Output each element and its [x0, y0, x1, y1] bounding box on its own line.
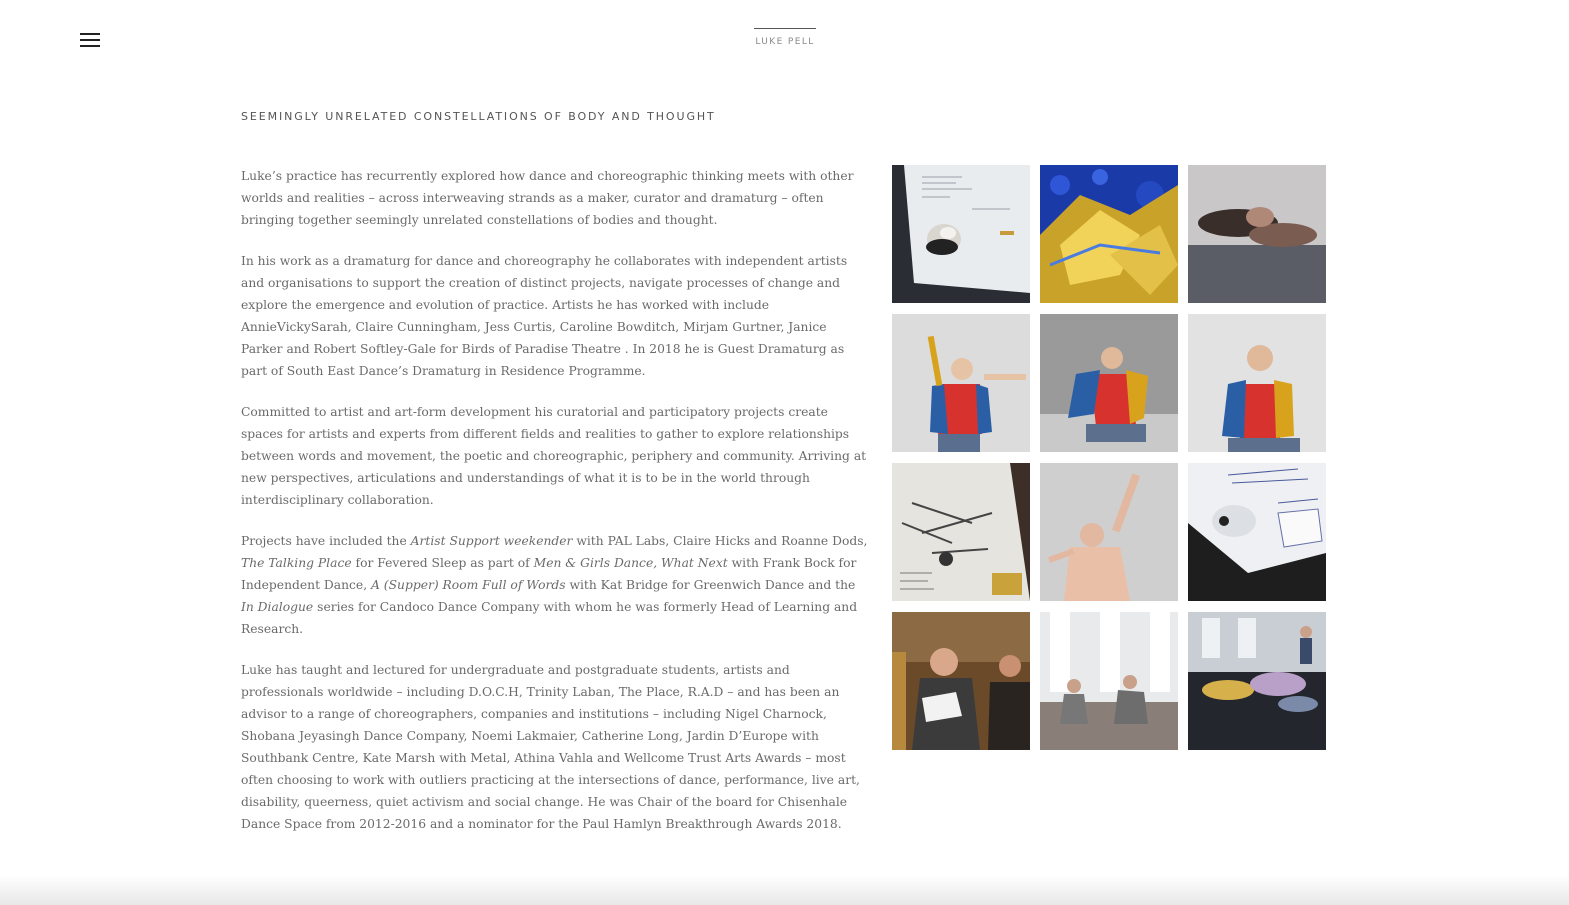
paragraph-text: with Frank Bock for Independent Dance,	[241, 556, 857, 592]
body-paragraph-5	[241, 659, 871, 835]
menu-button[interactable]	[80, 33, 100, 47]
gallery-photo-desk-with-pens-image	[892, 463, 1030, 601]
gallery-photo-paper-and-stone[interactable]	[892, 165, 1030, 303]
body-paragraph-2	[241, 250, 871, 382]
paragraph-text: Projects have included the	[241, 534, 411, 548]
body-text	[241, 165, 871, 854]
paragraph-text: with PAL Labs, Claire Hicks and Roanne Dods,	[572, 534, 868, 548]
gallery-photo-workshop-discussion[interactable]	[892, 612, 1030, 750]
paragraph-text: Luke has taught and lectured for undergraduate and postgraduate students, artists and professionals worldwide – including D.O.C.H, Trinity Laban, The Place, R.A.D – and has been an advisor to a range of choreographers, companies and institutions – including Nigel Charnock, Shobana Jeyasingh Dance Company, Noemi Lakmaier, Catherine Long, Jardin D’Europe with Southbank Centre, Kate Marsh with Metal, Athina Vahla and Wellcome Trust Arts Awards – most often choosing to work with outliers practicing at the intersections of dance, performance, live art, disability, queerness, quiet activism and social change. He was Chair of the board for Chisenhale Dance Space from 2012-2016 and a nominator for the Paul Hamlyn Breakthrough Awards 2018.	[241, 663, 860, 831]
gallery-photo-studio-dancers[interactable]	[1040, 612, 1178, 750]
paragraph-text: Luke’s practice has recurrently explored how dance and choreographic thinking meets with other worlds and realities – across interweaving strands as a maker, curator and dramaturg – often bringing together seemingly unrelated constellations of bodies and thought.	[241, 169, 854, 227]
paragraph-text: Committed to artist and art-form development his curatorial and participatory projects create spaces for artists and experts from different fields and realities to gather to explore relationships between words and movement, the poetic and choreographic, periphery and community. Arriving at new perspectives, articulations and understandings of what it is to be in the world through interdisciplinary collaboration.	[241, 405, 867, 507]
gallery-photo-gold-foil[interactable]	[1040, 165, 1178, 303]
gallery-photo-dancer-crouching[interactable]	[1040, 314, 1178, 452]
paragraph-text: with Kat Bridge for Greenwich Dance and the	[565, 578, 856, 592]
gallery-photo-dancer-arm-raised[interactable]	[892, 314, 1030, 452]
paragraph-text: series for Candoco Dance Company with whom he was formerly Head of Learning and Research.	[241, 600, 858, 636]
project-title: Artist Support weekender	[410, 534, 573, 548]
gallery-photo-paper-and-stone-image	[892, 165, 1030, 303]
gallery-photo-dancer-reaching-up-image	[1040, 463, 1178, 601]
hamburger-icon-line	[80, 39, 100, 41]
gallery-photo-desk-with-pens[interactable]	[892, 463, 1030, 601]
gallery-photo-notes-and-mask-image	[1188, 463, 1326, 601]
gallery-photo-group-on-floor-image	[1188, 612, 1326, 750]
gallery-photo-studio-dancers-image	[1040, 612, 1178, 750]
gallery-photo-dancer-kneeling-image	[1188, 314, 1326, 452]
photo-gallery	[892, 165, 1328, 750]
gallery-photo-gold-foil-image	[1040, 165, 1178, 303]
paragraph-text: In his work as a dramaturg for dance and choreography he collaborates with independent artists and organisations to support the creation of distinct projects, navigate processes of change and explore the emergence and evolution of practice. Artists he has worked with include AnnieVickySarah, Claire Cunningham, Jess Curtis, Caroline Bowditch, Mirjam Gurtner, Janice Parker and Robert Softley-Gale for Birds of Paradise Theatre . In 2018 he is Guest Dramaturg as part of South East Dance’s Dramaturg in Residence Programme.	[241, 254, 848, 378]
gallery-photo-dancers-on-floor[interactable]	[1188, 165, 1326, 303]
gallery-photo-workshop-discussion-image	[892, 612, 1030, 750]
gallery-photo-dancer-kneeling[interactable]	[1188, 314, 1326, 452]
gallery-photo-group-on-floor[interactable]	[1188, 612, 1326, 750]
project-title: The Talking Place	[241, 556, 352, 570]
project-title: Men & Girls Dance, What Next	[533, 556, 728, 570]
paragraph-text: for Fevered Sleep as part of	[351, 556, 534, 570]
site-title-link[interactable]: LUKE PELL	[754, 28, 816, 47]
gallery-photo-notes-and-mask[interactable]	[1188, 463, 1326, 601]
project-title: A (Supper) Room Full of Words	[371, 578, 566, 592]
hamburger-icon-line	[80, 45, 100, 47]
page-bottom-fade	[0, 875, 1569, 905]
gallery-photo-dancers-on-floor-image	[1188, 165, 1326, 303]
project-title: In Dialogue	[241, 600, 314, 614]
body-paragraph-3	[241, 401, 871, 511]
gallery-photo-dancer-reaching-up[interactable]	[1040, 463, 1178, 601]
gallery-photo-dancer-crouching-image	[1040, 314, 1178, 452]
page-heading: SEEMINGLY UNRELATED CONSTELLATIONS OF BODY AND THOUGHT	[241, 110, 716, 123]
body-paragraph-4	[241, 530, 871, 640]
body-paragraph-1	[241, 165, 871, 231]
hamburger-icon-line	[80, 33, 100, 35]
gallery-photo-dancer-arm-raised-image	[892, 314, 1030, 452]
